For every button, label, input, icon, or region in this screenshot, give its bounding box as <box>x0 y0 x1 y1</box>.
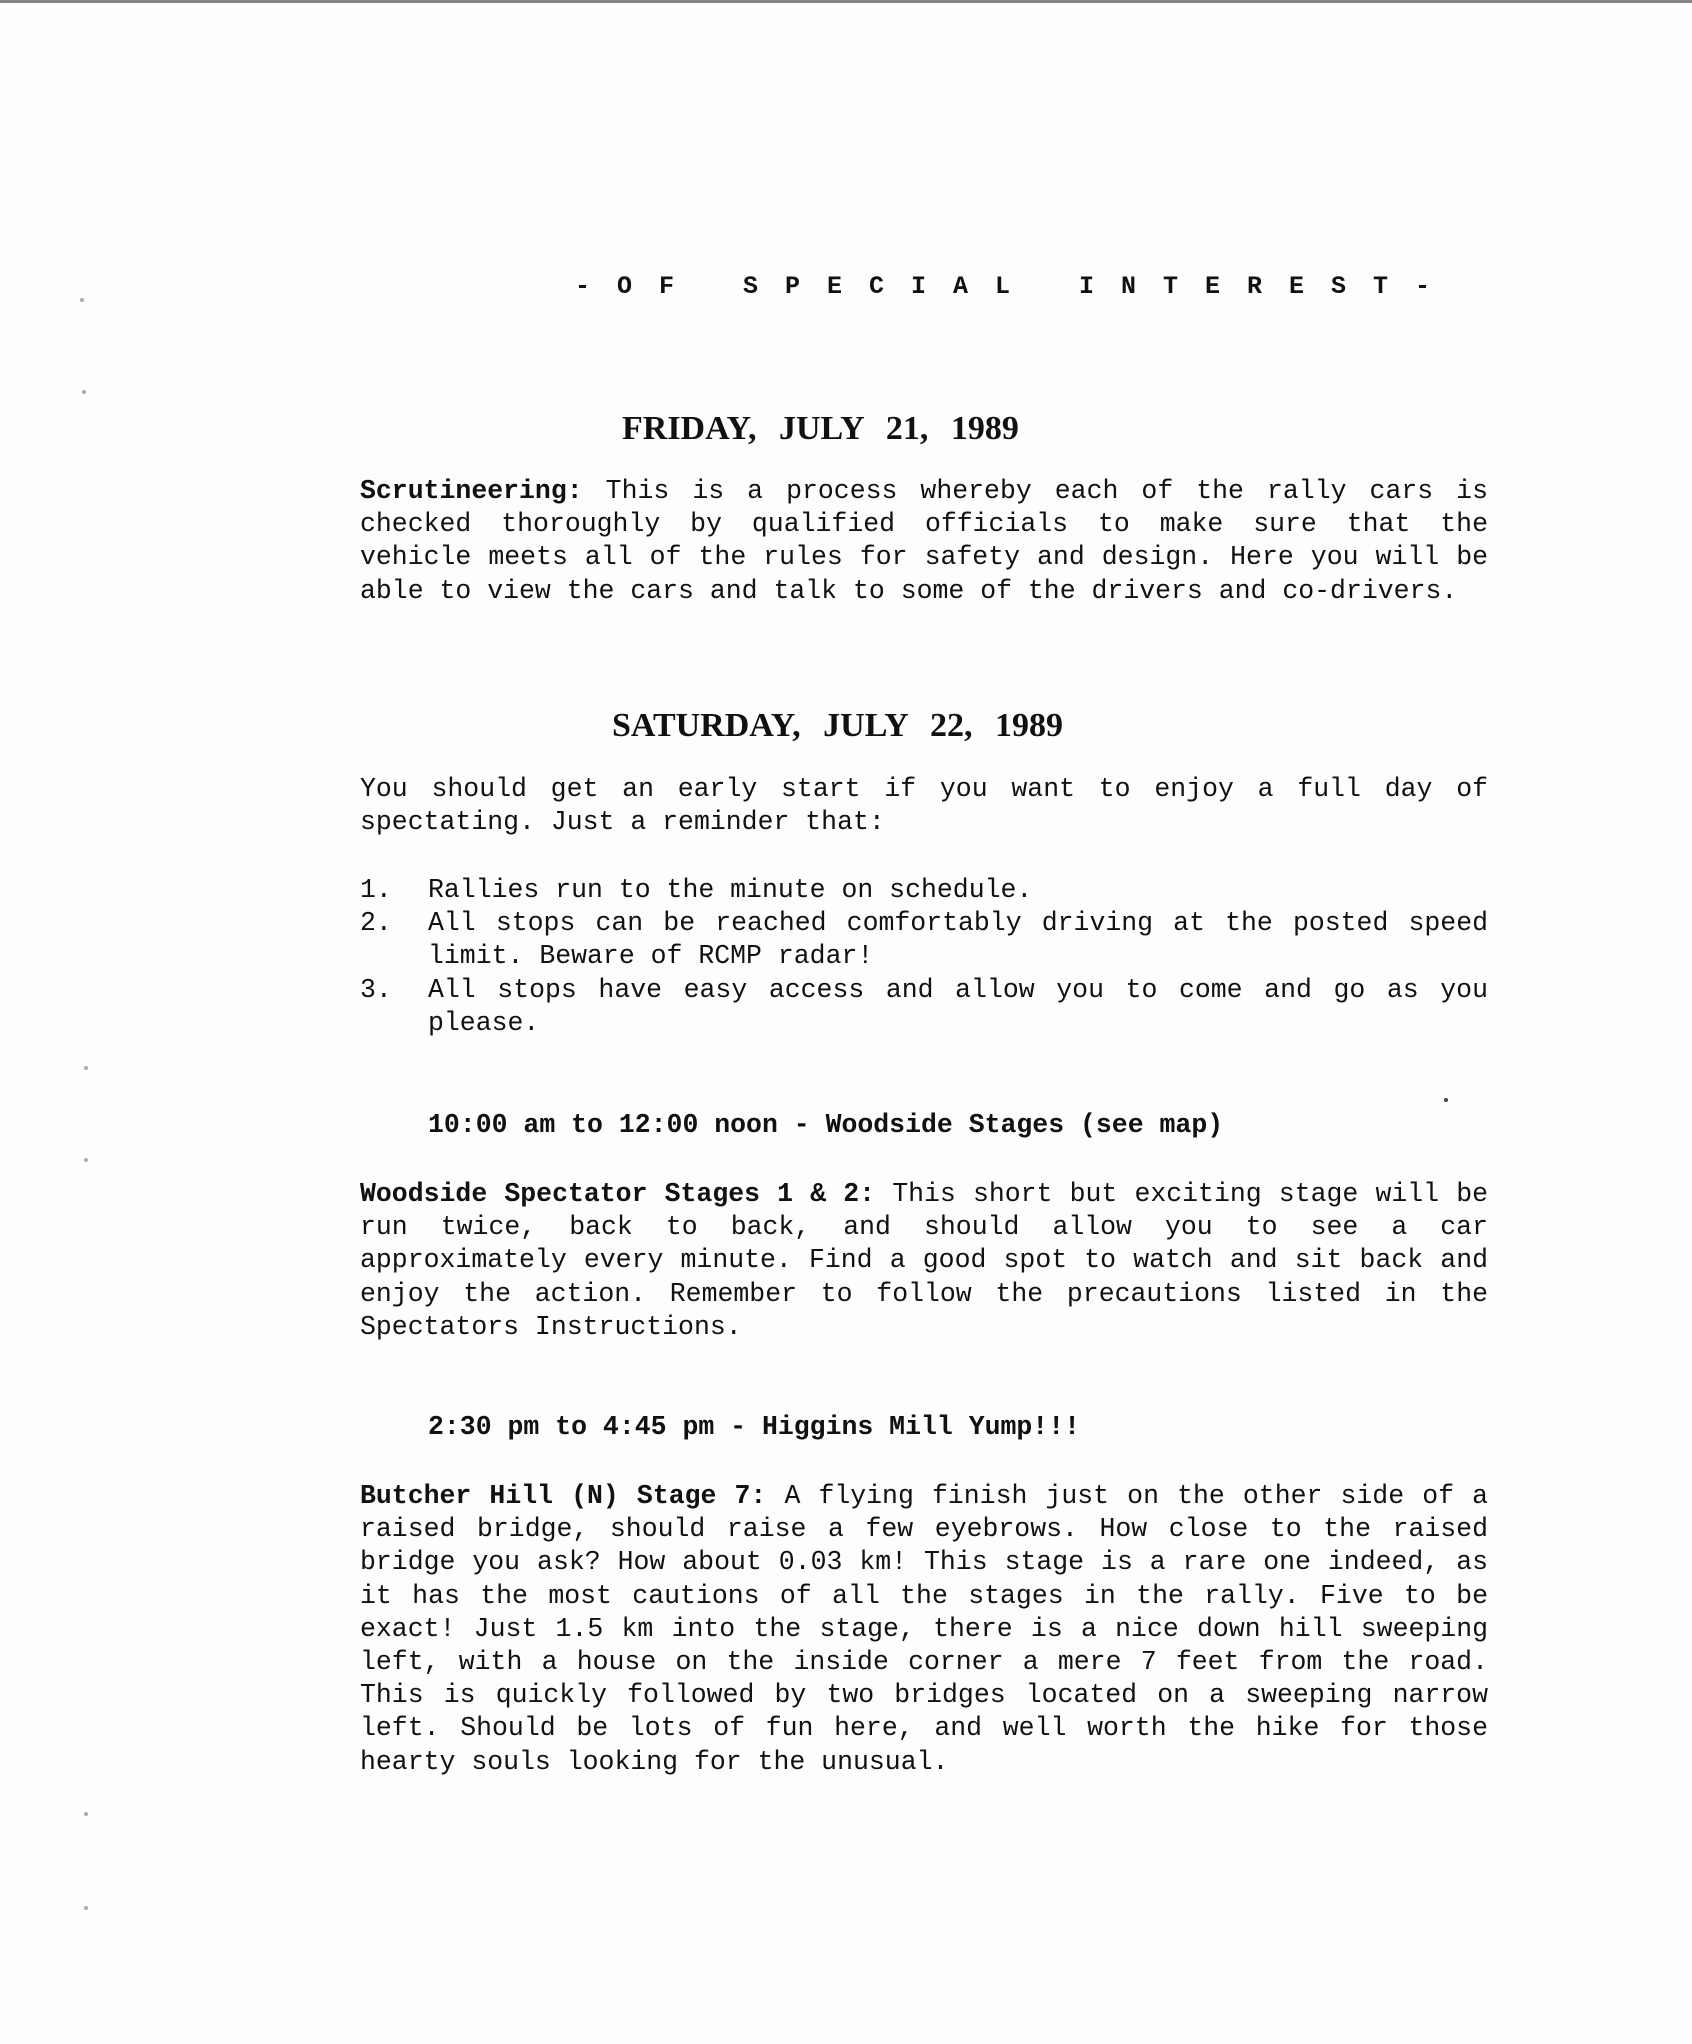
scrutineering-paragraph <box>360 475 1488 608</box>
higgins-time-heading: 2:30 pm to 4:45 pm - Higgins Mill Yump!!! <box>428 1412 1081 1442</box>
margin-speck <box>84 1812 88 1816</box>
list-item-number: 3. <box>360 974 392 1005</box>
margin-speck <box>84 1906 88 1910</box>
list-item-text: All stops have easy access and allow you to come and go as you please. <box>428 974 1488 1038</box>
butcher-hill-text: A flying finish just on the other side of a raised bridge, should raise a few eyebrows. How close to the raised bridge you ask? How about 0.03 km! This stage is a rare one indeed, as it has the most cautions of all the stages in the rally. Five to be exact! Just 1.5 km into the stage, there is a nice down hill sweeping left, with a house on the inside corner a mere 7 feet from the road. This is quickly followed by two bridges located on a sweeping narrow left. Should be lots of fun here, and well worth the hike for those hearty souls looking for the unusual. <box>360 1481 1489 1777</box>
scrutineering-text: This is a process whereby each of the rally cars is checked thoroughly by qualified officials to make sure that the vehicle meets all of the rules for safety and design. Here you will be able to view the cars and talk to some of the drivers and co-drivers. <box>360 476 1488 606</box>
list-item-text: All stops can be reached comfortably driving at the posted speed limit. Beware of RCMP radar! <box>428 908 1488 972</box>
page-banner: -OF SPECIAL INTEREST- <box>575 272 1458 301</box>
list-item-number: 2. <box>360 908 392 939</box>
margin-speck <box>82 390 86 394</box>
butcher-hill-label: Butcher Hill (N) Stage 7: <box>360 1481 767 1511</box>
woodside-text: This short but exciting stage will be run twice, back to back, and should allow you to see a car approximately every minute. Find a good spot to watch and sit back and enjoy the action. Remember to follow the precautions listed in the Spectators Instructions. <box>360 1179 1488 1342</box>
page-speck <box>1444 1098 1448 1102</box>
list-item <box>360 974 1488 1040</box>
list-item <box>360 874 1488 907</box>
list-item-number: 1. <box>360 875 392 905</box>
top-border <box>0 0 1692 3</box>
woodside-paragraph <box>360 1178 1488 1344</box>
butcher-hill-paragraph <box>360 1480 1488 1779</box>
saturday-heading: SATURDAY, JULY 22, 1989 <box>612 707 1064 744</box>
margin-speck <box>84 1158 88 1162</box>
friday-heading: FRIDAY, JULY 21, 1989 <box>622 410 1019 447</box>
margin-speck <box>80 298 84 302</box>
woodside-time-heading: 10:00 am to 12:00 noon - Woodside Stages (see map) <box>428 1110 1224 1140</box>
saturday-intro: You should get an early start if you want to enjoy a full day of spectating. Just a reminder that: <box>360 774 1488 838</box>
scrutineering-label: Scrutineering: <box>360 476 583 506</box>
list-item <box>360 907 1488 973</box>
woodside-label: Woodside Spectator Stages 1 & 2: <box>360 1179 876 1209</box>
list-item-text: Rallies run to the minute on schedule. <box>428 875 1033 905</box>
reminder-list <box>360 874 1488 1040</box>
margin-speck <box>84 1066 88 1070</box>
